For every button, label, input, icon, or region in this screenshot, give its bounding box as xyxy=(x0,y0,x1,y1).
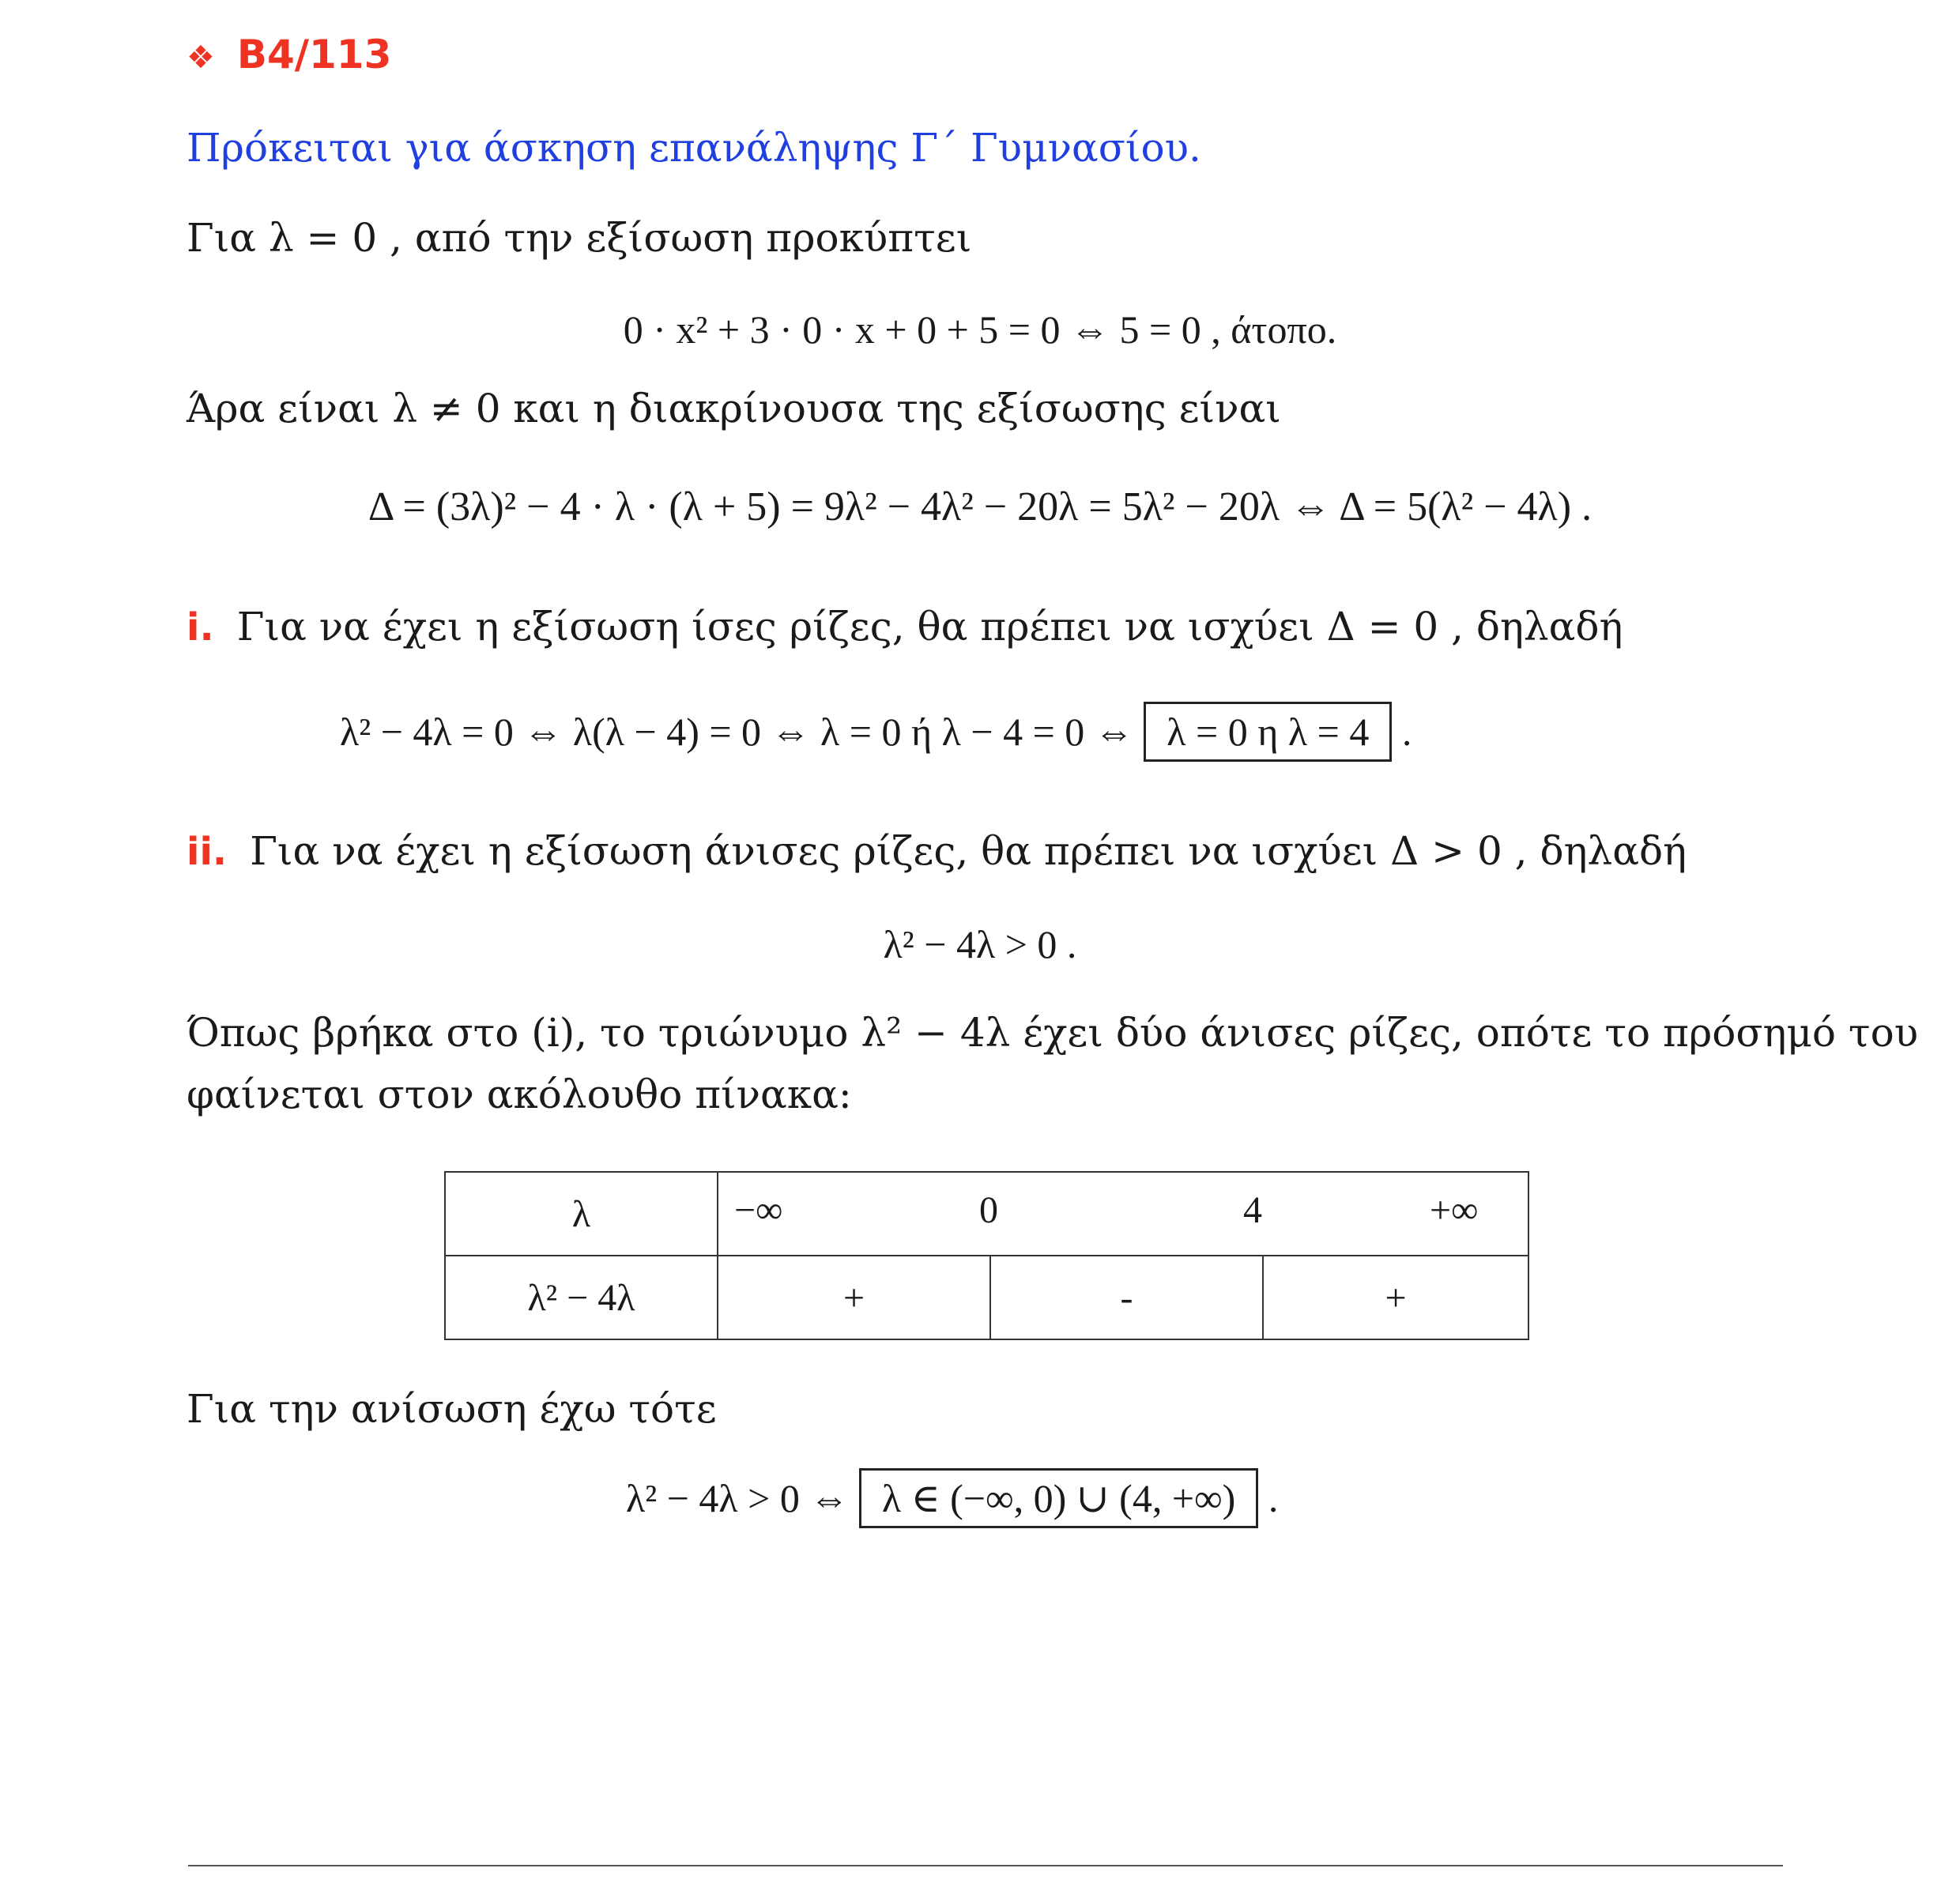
part-ii-row xyxy=(187,828,1687,874)
part-ii-text: Για να έχει η εξίσωση άνισες ρίζες, θα πρέπει να ισχύει Δ > 0 , δηλαδή xyxy=(250,828,1687,874)
sign-table-variable-cell: λ xyxy=(445,1172,718,1256)
answer-box-part-ii: λ ∈ (−∞, 0) ∪ (4, +∞) xyxy=(859,1468,1258,1528)
sign-cell-1: + xyxy=(718,1256,990,1339)
equation-part-i-steps: λ² − 4λ = 0 ⇔ λ(λ − 4) = 0 ⇔ λ = 0 ή λ − 4 = 0 ⇔ xyxy=(340,710,1134,754)
equation-part-i-end: . xyxy=(1401,710,1412,754)
part-i-label: i. xyxy=(187,605,214,650)
equation-part-i xyxy=(340,702,1412,762)
sign-table-expression-cell: λ² − 4λ xyxy=(445,1256,718,1339)
final-inequality xyxy=(626,1468,1278,1528)
part-i-row xyxy=(187,604,1623,650)
sign-table-sign-row xyxy=(445,1256,1528,1339)
paragraph-inequality: Για την ανίσωση έχω τότε xyxy=(187,1386,717,1432)
diamond-bullet-icon: ❖ xyxy=(187,40,215,76)
inequality-part-ii: λ² − 4λ > 0 . xyxy=(883,922,1077,966)
paragraph-lambda-zero: Για λ = 0 , από την εξίσωση προκύπτει xyxy=(187,215,972,261)
paragraph-discriminant: Άρα είναι λ ≠ 0 και η διακρίνουσα της εξίσωσης είναι xyxy=(187,386,1281,431)
point-four: 4 xyxy=(1243,1189,1262,1231)
sign-cell-3: + xyxy=(1263,1256,1528,1339)
sign-table xyxy=(444,1171,1529,1340)
exercise-number: B4/113 xyxy=(236,32,392,77)
sign-table-header-row xyxy=(445,1172,1528,1256)
equation-discriminant: Δ = (3λ)² − 4 · λ · (λ + 5) = 9λ² − 4λ² − 20λ = 5λ² − 20λ ⇔ Δ = 5(λ² − 4λ) . xyxy=(368,484,1592,529)
point-zero: 0 xyxy=(979,1189,998,1231)
part-ii-label: ii. xyxy=(187,830,228,874)
point-plus-infinity: +∞ xyxy=(1430,1189,1479,1231)
final-inequality-steps: λ² − 4λ > 0 ⇔ xyxy=(626,1476,850,1520)
sign-cell-2: - xyxy=(990,1256,1263,1339)
point-minus-infinity: −∞ xyxy=(734,1189,783,1231)
sign-table-points-cell xyxy=(718,1172,1528,1256)
part-i-text: Για να έχει η εξίσωση ίσες ρίζες, θα πρέπει να ισχύει Δ = 0 , δηλαδή xyxy=(236,604,1623,650)
final-inequality-end: . xyxy=(1268,1476,1279,1520)
paragraph-table-intro: φαίνεται στον ακόλουθο πίνακα: xyxy=(187,1072,852,1117)
page-heading xyxy=(187,32,391,77)
intro-text: Πρόκειται για άσκηση επανάληψης Γ΄ Γυμνασίου. xyxy=(187,125,1201,171)
answer-box-part-i: λ = 0 η λ = 4 xyxy=(1144,702,1392,762)
paragraph-trinomial: Όπως βρήκα στο (i), το τριώνυμο λ² − 4λ έχει δύο άνισες ρίζες, οπότε το πρόσημό του xyxy=(187,1010,1919,1056)
equation-lambda-zero: 0 · x² + 3 · 0 · x + 0 + 5 = 0 ⇔ 5 = 0 , άτοπο. xyxy=(623,307,1337,352)
footer-rule xyxy=(188,1865,1783,1866)
